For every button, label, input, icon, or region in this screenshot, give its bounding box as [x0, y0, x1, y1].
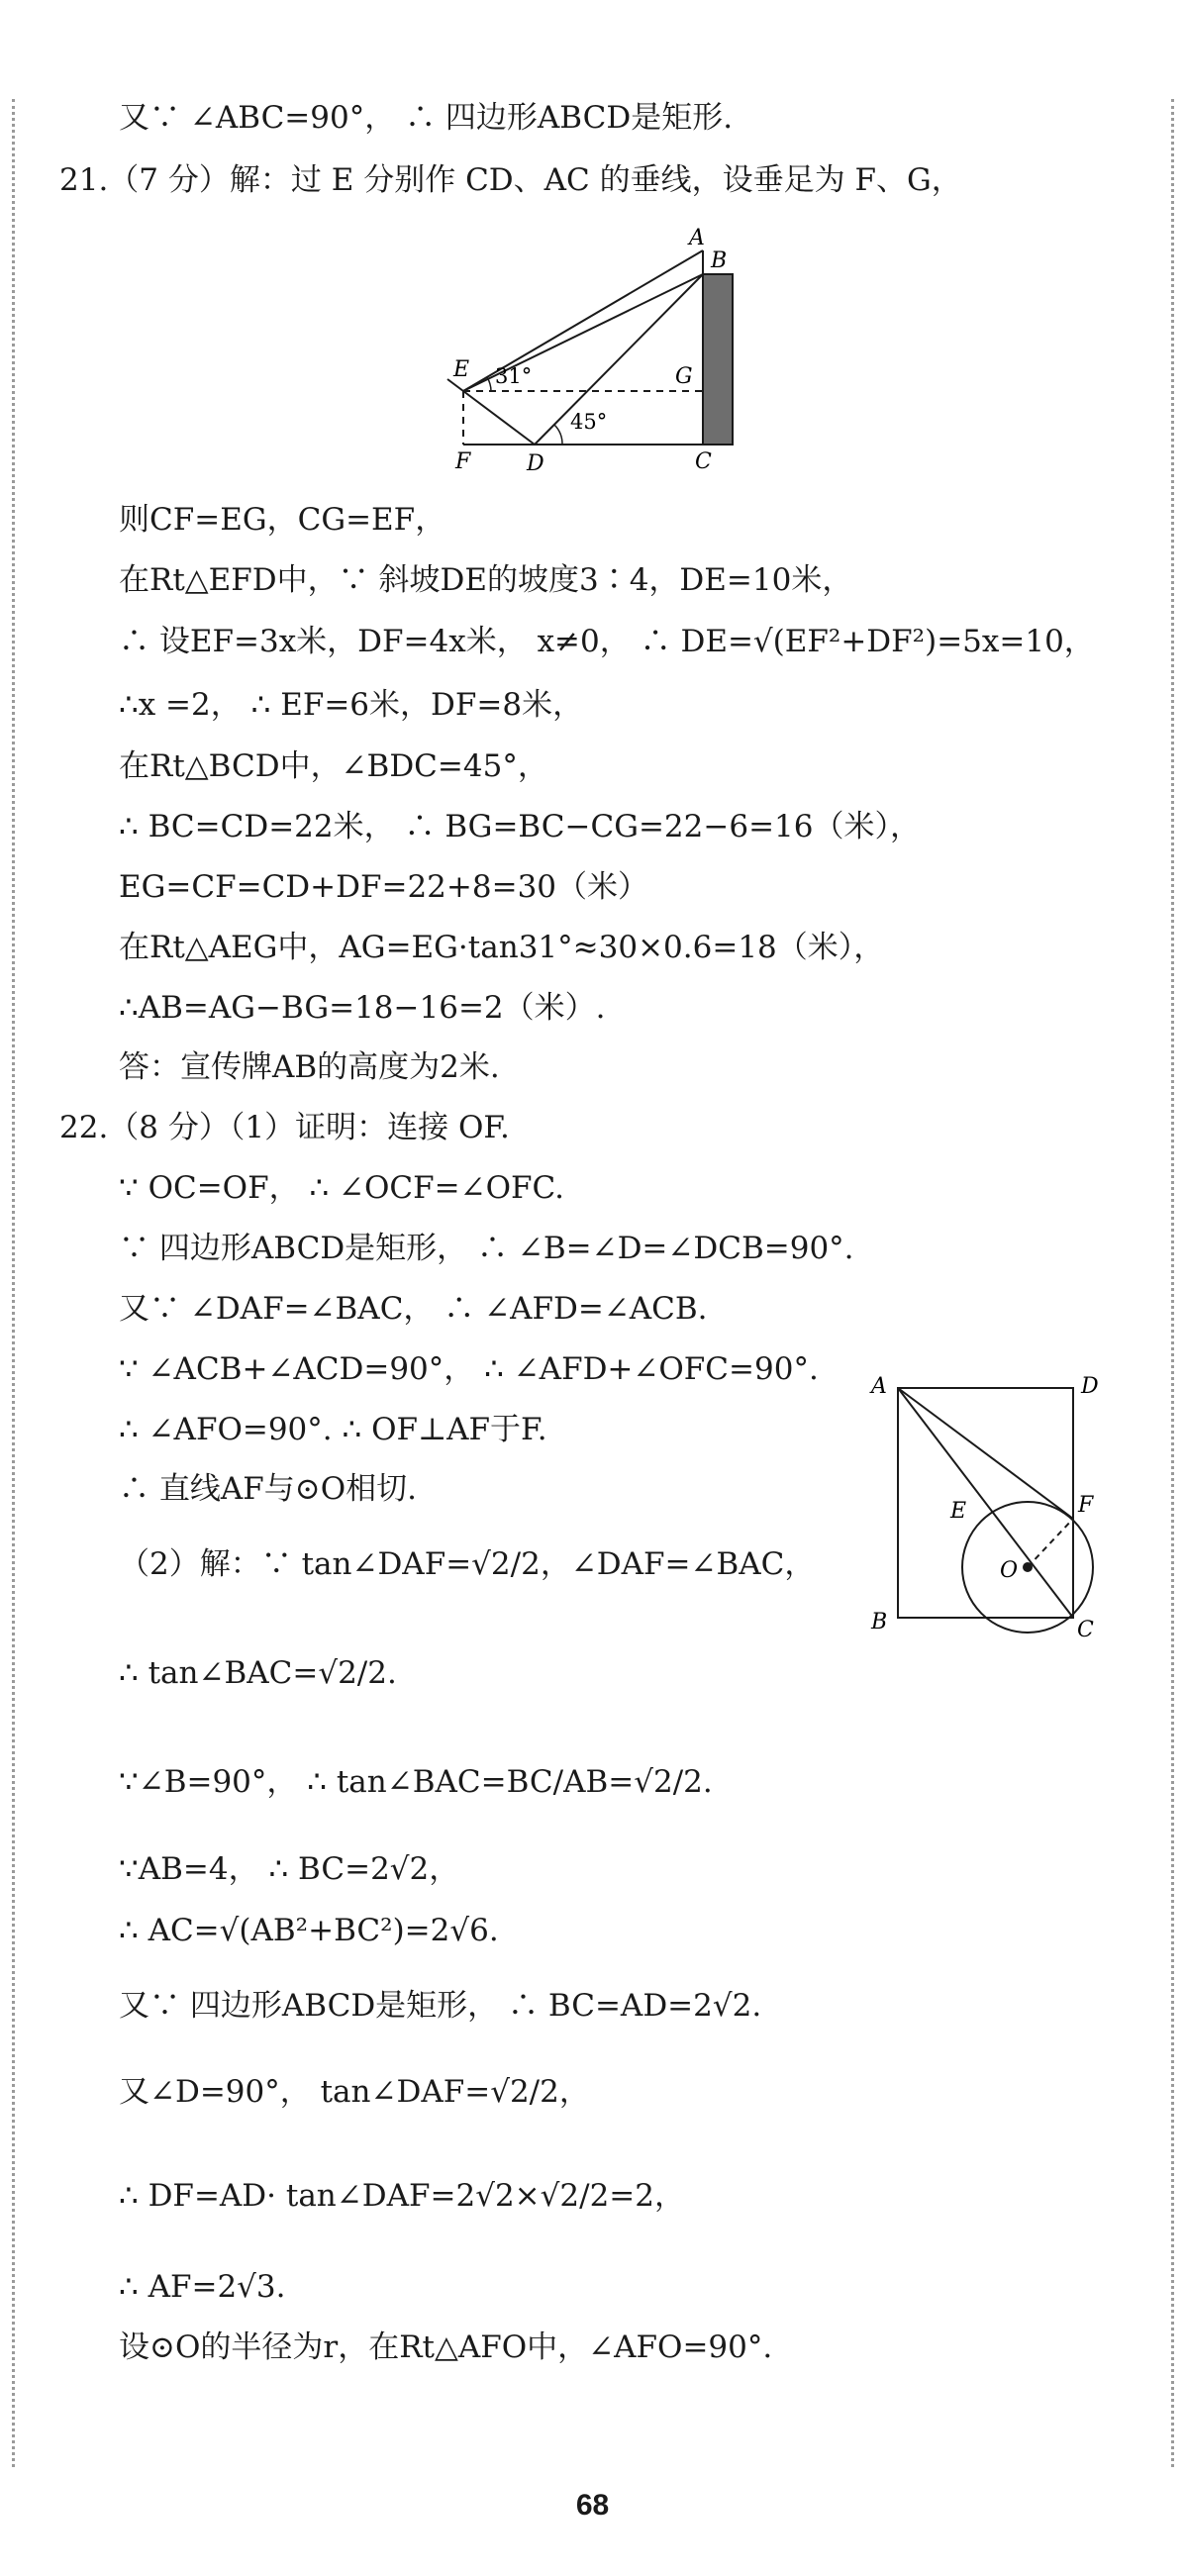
text-line-28: ∴ AF=2√3. [119, 2269, 286, 2305]
line-af [898, 1388, 1073, 1519]
text-line-6: ∴x =2， ∴ EF=6米，DF=8米， [119, 687, 584, 723]
angle-label-31: 31° [495, 364, 533, 388]
text-line-5: ∴ 设EF=3x米，DF=4x米， x≠0， ∴ DE=√(EF²+DF²)=5x=10， [119, 624, 1095, 659]
text-line-16: 又∵ ∠DAF=∠BAC， ∴ ∠AFD=∠ACB. [119, 1291, 708, 1327]
label-A: A [689, 226, 705, 250]
figure-21-diagram [436, 223, 752, 475]
label-G: G [675, 364, 693, 389]
text-line-18: ∴ ∠AFO=90°. ∴ OF⊥AF于F. [119, 1412, 547, 1447]
label-B: B [871, 1610, 888, 1635]
text-line-24: ∴ AC=√(AB²+BC²)=2√6. [119, 1913, 499, 1948]
label-A: A [871, 1374, 887, 1399]
label-O: O [1000, 1558, 1019, 1583]
angle-label-45: 45° [570, 410, 608, 434]
text-line-3: 则CF=EG，CG=EF， [119, 502, 446, 538]
text-line-29: 设⊙O的半径为r，在Rt△AFO中，∠AFO=90°. [119, 2329, 773, 2365]
left-binding-dots [12, 99, 15, 2467]
label-C: C [1077, 1618, 1094, 1642]
figure-22-diagram [861, 1361, 1109, 1653]
center-o-dot [1023, 1562, 1033, 1572]
label-E: E [453, 357, 470, 382]
slope-de [463, 391, 535, 445]
text-line-22: ∵∠B=90°， ∴ tan∠BAC=BC/AB=√2/2. [119, 1764, 713, 1800]
text-line-8: ∴ BC=CD=22米， ∴ BG=BC−CG=22−6=16（米）， [119, 809, 921, 844]
page-number: 68 [575, 2489, 610, 2522]
label-F: F [1078, 1493, 1094, 1518]
text-line-27: ∴ DF=AD· tan∠DAF=2√2×√2/2=2， [119, 2178, 685, 2214]
label-F: F [455, 449, 471, 474]
dashed-of [1028, 1519, 1073, 1567]
text-line-17: ∵ ∠ACB+∠ACD=90°， ∴ ∠AFD+∠OFC=90°. [119, 1351, 819, 1387]
sign-board [703, 274, 733, 445]
right-binding-dots [1171, 99, 1174, 2467]
text-line-11: ∴AB=AG−BG=18−16=2（米）. [119, 990, 606, 1026]
text-line-26: 又∠D=90°， tan∠DAF=√2/2， [119, 2074, 590, 2110]
label-C: C [695, 449, 712, 474]
label-D: D [1081, 1374, 1099, 1399]
label-B: B [711, 248, 728, 273]
text-line-20: （2）解：∵ tan∠DAF=√2/2，∠DAF=∠BAC， [119, 1546, 816, 1582]
text-line-19: ∴ 直线AF与⊙O相切. [119, 1471, 417, 1507]
text-line-1: 又∵ ∠ABC=90°， ∴ 四边形ABCD是矩形. [119, 100, 734, 136]
text-line-25: 又∵ 四边形ABCD是矩形， ∴ BC=AD=2√2. [119, 1988, 762, 2024]
text-line-14: ∵ OC=OF， ∴ ∠OCF=∠OFC. [119, 1170, 564, 1206]
line-ac [898, 1388, 1073, 1618]
text-line-10: 在Rt△AEG中，AG=EG·tan31°≈30×0.6=18（米）， [119, 930, 885, 965]
angle-arc-45 [554, 425, 562, 445]
text-line-7: 在Rt△BCD中，∠BDC=45°， [119, 748, 548, 784]
problem-21-heading: 21.（7 分）解：过 E 分别作 CD、AC 的垂线，设垂足为 F、G， [59, 162, 962, 198]
text-line-15: ∵ 四边形ABCD是矩形， ∴ ∠B=∠D=∠DCB=90°. [119, 1231, 854, 1266]
text-line-12: 答：宣传牌AB的高度为2米. [119, 1049, 500, 1085]
text-line-4: 在Rt△EFD中，∵ 斜坡DE的坡度3∶4，DE=10米， [119, 562, 853, 598]
text-line-23: ∵AB=4， ∴ BC=2√2， [119, 1851, 460, 1887]
text-line-9: EG=CF=CD+DF=22+8=30（米） [119, 869, 649, 905]
label-E: E [950, 1499, 967, 1524]
problem-22-heading: 22.（8 分）（1）证明：连接 OF. [59, 1110, 510, 1145]
label-D: D [527, 451, 544, 475]
text-line-21: ∴ tan∠BAC=√2/2. [119, 1655, 397, 1691]
